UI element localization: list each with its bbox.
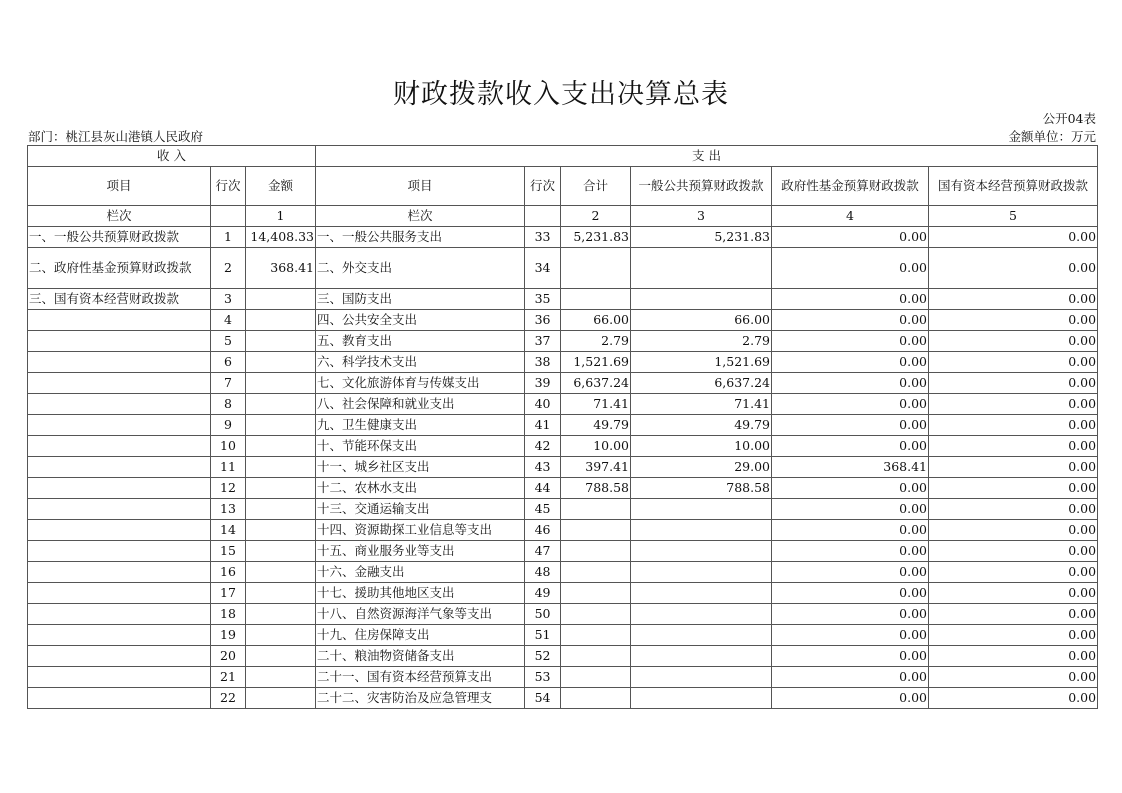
general-budget-cell: [631, 646, 772, 667]
general-budget-cell: [631, 625, 772, 646]
general-budget-cell: [631, 667, 772, 688]
income-row-no-cell: 22: [211, 688, 246, 709]
col-header-total: 合计: [561, 167, 631, 206]
expense-row-no-cell: 38: [525, 352, 561, 373]
lanci-empty: [211, 206, 246, 227]
expense-row-no-cell: 54: [525, 688, 561, 709]
expense-item-cell: 十、节能环保支出: [316, 436, 525, 457]
lanci-gov-fund: 4: [772, 206, 929, 227]
gov-fund-cell: 0.00: [772, 604, 929, 625]
state-capital-cell: 0.00: [929, 667, 1098, 688]
lanci-amount: 1: [246, 206, 316, 227]
state-capital-cell: 0.00: [929, 331, 1098, 352]
expense-item-cell: 十一、城乡社区支出: [316, 457, 525, 478]
income-amount-cell: [246, 415, 316, 436]
state-capital-cell: 0.00: [929, 394, 1098, 415]
state-capital-cell: 0.00: [929, 499, 1098, 520]
gov-fund-cell: 0.00: [772, 541, 929, 562]
expense-row-no-cell: 42: [525, 436, 561, 457]
lanci-general: 3: [631, 206, 772, 227]
gov-fund-cell: 368.41: [772, 457, 929, 478]
state-capital-cell: 0.00: [929, 562, 1098, 583]
total-cell: [561, 625, 631, 646]
col-header-income-amount: 金额: [246, 167, 316, 206]
general-budget-cell: 66.00: [631, 310, 772, 331]
total-cell: 1,521.69: [561, 352, 631, 373]
table-row: [28, 394, 1098, 415]
income-item-cell: [28, 520, 211, 541]
income-amount-cell: [246, 457, 316, 478]
state-capital-cell: 0.00: [929, 248, 1098, 289]
table-row: [28, 478, 1098, 499]
table-row: [28, 688, 1098, 709]
col-header-income-item: 项目: [28, 167, 211, 206]
income-amount-cell: [246, 373, 316, 394]
form-number: 公开04表: [1042, 111, 1096, 126]
col-header-gov-fund: 政府性基金预算财政拨款: [772, 167, 929, 206]
table-row: [28, 436, 1098, 457]
income-amount-cell: [246, 478, 316, 499]
income-item-cell: [28, 415, 211, 436]
state-capital-cell: 0.00: [929, 373, 1098, 394]
total-cell: [561, 688, 631, 709]
gov-fund-cell: 0.00: [772, 436, 929, 457]
expense-row-no-cell: 51: [525, 625, 561, 646]
expense-item-cell: 八、社会保障和就业支出: [316, 394, 525, 415]
table-row: [28, 415, 1098, 436]
state-capital-cell: 0.00: [929, 352, 1098, 373]
expense-section-header: 支 出: [316, 146, 1098, 167]
department-label: 部门：桃江县灰山港镇人民政府: [28, 129, 204, 144]
expense-row-no-cell: 36: [525, 310, 561, 331]
expense-item-cell: 九、卫生健康支出: [316, 415, 525, 436]
expense-item-cell: 十八、自然资源海洋气象等支出: [316, 604, 525, 625]
income-row-no-cell: 21: [211, 667, 246, 688]
table-row: [28, 457, 1098, 478]
income-item-cell: [28, 625, 211, 646]
state-capital-cell: 0.00: [929, 688, 1098, 709]
amount-unit-label: 金额单位：万元: [1008, 129, 1096, 144]
expense-row-no-cell: 37: [525, 331, 561, 352]
gov-fund-cell: 0.00: [772, 646, 929, 667]
general-budget-cell: [631, 289, 772, 310]
expense-item-cell: 二十二、灾害防治及应急管理支: [316, 688, 525, 709]
lanci-total: 2: [561, 206, 631, 227]
income-row-no-cell: 4: [211, 310, 246, 331]
expense-row-no-cell: 41: [525, 415, 561, 436]
total-cell: 49.79: [561, 415, 631, 436]
general-budget-cell: 6,637.24: [631, 373, 772, 394]
income-item-cell: [28, 583, 211, 604]
income-amount-cell: [246, 310, 316, 331]
general-budget-cell: [631, 562, 772, 583]
gov-fund-cell: 0.00: [772, 688, 929, 709]
income-row-no-cell: 18: [211, 604, 246, 625]
general-budget-cell: [631, 604, 772, 625]
expense-row-no-cell: 49: [525, 583, 561, 604]
income-row-no-cell: 12: [211, 478, 246, 499]
income-row-no-cell: 13: [211, 499, 246, 520]
gov-fund-cell: 0.00: [772, 415, 929, 436]
expense-row-no-cell: 47: [525, 541, 561, 562]
table-row: [28, 373, 1098, 394]
income-amount-cell: [246, 436, 316, 457]
general-budget-cell: 5,231.83: [631, 227, 772, 248]
table-row: [28, 604, 1098, 625]
general-budget-cell: 49.79: [631, 415, 772, 436]
total-cell: 5,231.83: [561, 227, 631, 248]
income-item-cell: [28, 688, 211, 709]
col-header-general-budget: 一般公共预算财政拨款: [631, 167, 772, 206]
total-cell: 397.41: [561, 457, 631, 478]
income-item-cell: [28, 394, 211, 415]
income-row-no-cell: 3: [211, 289, 246, 310]
total-cell: 6,637.24: [561, 373, 631, 394]
gov-fund-cell: 0.00: [772, 478, 929, 499]
expense-item-cell: 七、文化旅游体育与传媒支出: [316, 373, 525, 394]
expense-item-cell: 十二、农林水支出: [316, 478, 525, 499]
col-header-state-capital: 国有资本经营预算财政拨款: [929, 167, 1098, 206]
lanci-empty: [525, 206, 561, 227]
income-row-no-cell: 17: [211, 583, 246, 604]
table-row: [28, 499, 1098, 520]
state-capital-cell: 0.00: [929, 289, 1098, 310]
income-amount-cell: [246, 667, 316, 688]
total-cell: [561, 646, 631, 667]
expense-item-cell: 十七、援助其他地区支出: [316, 583, 525, 604]
income-amount-cell: [246, 583, 316, 604]
income-item-cell: [28, 373, 211, 394]
general-budget-cell: [631, 541, 772, 562]
page-title: 财政拨款收入支出决算总表: [393, 79, 729, 110]
state-capital-cell: 0.00: [929, 604, 1098, 625]
income-amount-cell: [246, 499, 316, 520]
income-row-no-cell: 20: [211, 646, 246, 667]
total-cell: [561, 248, 631, 289]
expense-row-no-cell: 40: [525, 394, 561, 415]
gov-fund-cell: 0.00: [772, 310, 929, 331]
total-cell: [561, 541, 631, 562]
income-amount-cell: [246, 625, 316, 646]
expense-item-cell: 二十、粮油物资储备支出: [316, 646, 525, 667]
income-item-cell: 二、政府性基金预算财政拨款: [28, 248, 211, 289]
expense-item-cell: 五、教育支出: [316, 331, 525, 352]
table-row: [28, 248, 1098, 289]
expense-row-no-cell: 50: [525, 604, 561, 625]
total-cell: [561, 604, 631, 625]
gov-fund-cell: 0.00: [772, 394, 929, 415]
income-amount-cell: 368.41: [246, 248, 316, 289]
expense-item-cell: 十四、资源勘探工业信息等支出: [316, 520, 525, 541]
expense-row-no-cell: 52: [525, 646, 561, 667]
income-item-cell: [28, 457, 211, 478]
income-item-cell: [28, 667, 211, 688]
gov-fund-cell: 0.00: [772, 520, 929, 541]
expense-row-no-cell: 33: [525, 227, 561, 248]
expense-item-cell: 二、外交支出: [316, 248, 525, 289]
income-item-cell: [28, 331, 211, 352]
income-row-no-cell: 16: [211, 562, 246, 583]
state-capital-cell: 0.00: [929, 583, 1098, 604]
general-budget-cell: 10.00: [631, 436, 772, 457]
income-amount-cell: [246, 562, 316, 583]
income-row-no-cell: 15: [211, 541, 246, 562]
general-budget-cell: [631, 499, 772, 520]
general-budget-cell: [631, 248, 772, 289]
expense-item-cell: 十三、交通运输支出: [316, 499, 525, 520]
expense-item-cell: 一、一般公共服务支出: [316, 227, 525, 248]
income-row-no-cell: 2: [211, 248, 246, 289]
expense-item-cell: 十六、金融支出: [316, 562, 525, 583]
income-amount-cell: [246, 604, 316, 625]
gov-fund-cell: 0.00: [772, 625, 929, 646]
income-row-no-cell: 7: [211, 373, 246, 394]
total-cell: 10.00: [561, 436, 631, 457]
state-capital-cell: 0.00: [929, 478, 1098, 499]
income-row-no-cell: 6: [211, 352, 246, 373]
total-cell: [561, 520, 631, 541]
expense-row-no-cell: 46: [525, 520, 561, 541]
general-budget-cell: [631, 583, 772, 604]
income-item-cell: 三、国有资本经营财政拨款: [28, 289, 211, 310]
table-row: [28, 520, 1098, 541]
income-item-cell: [28, 499, 211, 520]
income-item-cell: 一、一般公共预算财政拨款: [28, 227, 211, 248]
table-row: [28, 625, 1098, 646]
table-row: [28, 646, 1098, 667]
total-cell: 2.79: [561, 331, 631, 352]
expense-item-cell: 三、国防支出: [316, 289, 525, 310]
total-cell: 66.00: [561, 310, 631, 331]
income-amount-cell: 14,408.33: [246, 227, 316, 248]
total-cell: [561, 583, 631, 604]
state-capital-cell: 0.00: [929, 227, 1098, 248]
total-cell: [561, 289, 631, 310]
income-row-no-cell: 9: [211, 415, 246, 436]
income-amount-cell: [246, 646, 316, 667]
gov-fund-cell: 0.00: [772, 331, 929, 352]
state-capital-cell: 0.00: [929, 415, 1098, 436]
lanci-state-capital: 5: [929, 206, 1098, 227]
table-row: [28, 289, 1098, 310]
income-item-cell: [28, 541, 211, 562]
expense-item-cell: 六、科学技术支出: [316, 352, 525, 373]
income-item-cell: [28, 478, 211, 499]
table-row: [28, 562, 1098, 583]
expense-item-cell: 二十一、国有资本经营预算支出: [316, 667, 525, 688]
general-budget-cell: 2.79: [631, 331, 772, 352]
total-cell: [561, 562, 631, 583]
general-budget-cell: [631, 520, 772, 541]
income-item-cell: [28, 310, 211, 331]
expense-row-no-cell: 35: [525, 289, 561, 310]
gov-fund-cell: 0.00: [772, 289, 929, 310]
general-budget-cell: [631, 688, 772, 709]
gov-fund-cell: 0.00: [772, 227, 929, 248]
gov-fund-cell: 0.00: [772, 352, 929, 373]
income-row-no-cell: 8: [211, 394, 246, 415]
income-item-cell: [28, 436, 211, 457]
table-row: [28, 541, 1098, 562]
state-capital-cell: 0.00: [929, 436, 1098, 457]
expense-item-cell: 四、公共安全支出: [316, 310, 525, 331]
lanci-label-income: 栏次: [28, 206, 211, 227]
income-row-no-cell: 1: [211, 227, 246, 248]
income-item-cell: [28, 352, 211, 373]
total-cell: [561, 499, 631, 520]
income-amount-cell: [246, 394, 316, 415]
gov-fund-cell: 0.00: [772, 562, 929, 583]
col-header-expense-item: 项目: [316, 167, 525, 206]
income-amount-cell: [246, 541, 316, 562]
expense-row-no-cell: 44: [525, 478, 561, 499]
income-item-cell: [28, 646, 211, 667]
income-amount-cell: [246, 331, 316, 352]
state-capital-cell: 0.00: [929, 520, 1098, 541]
income-row-no-cell: 19: [211, 625, 246, 646]
income-amount-cell: [246, 352, 316, 373]
expense-row-no-cell: 34: [525, 248, 561, 289]
income-item-cell: [28, 562, 211, 583]
table-row: [28, 227, 1098, 248]
expense-row-no-cell: 53: [525, 667, 561, 688]
income-amount-cell: [246, 688, 316, 709]
gov-fund-cell: 0.00: [772, 373, 929, 394]
gov-fund-cell: 0.00: [772, 667, 929, 688]
income-item-cell: [28, 604, 211, 625]
income-row-no-cell: 14: [211, 520, 246, 541]
state-capital-cell: 0.00: [929, 310, 1098, 331]
gov-fund-cell: 0.00: [772, 583, 929, 604]
table-row: [28, 583, 1098, 604]
expense-item-cell: 十九、住房保障支出: [316, 625, 525, 646]
general-budget-cell: 29.00: [631, 457, 772, 478]
state-capital-cell: 0.00: [929, 646, 1098, 667]
state-capital-cell: 0.00: [929, 625, 1098, 646]
gov-fund-cell: 0.00: [772, 499, 929, 520]
general-budget-cell: 788.58: [631, 478, 772, 499]
income-amount-cell: [246, 289, 316, 310]
total-cell: 788.58: [561, 478, 631, 499]
table-row: [28, 310, 1098, 331]
expense-row-no-cell: 45: [525, 499, 561, 520]
income-row-no-cell: 5: [211, 331, 246, 352]
state-capital-cell: 0.00: [929, 541, 1098, 562]
appropriation-summary-table: [27, 145, 1098, 709]
expense-row-no-cell: 43: [525, 457, 561, 478]
total-cell: [561, 667, 631, 688]
expense-row-no-cell: 48: [525, 562, 561, 583]
col-header-income-row-no: 行次: [211, 167, 246, 206]
table-row: [28, 352, 1098, 373]
state-capital-cell: 0.00: [929, 457, 1098, 478]
table-row: [28, 331, 1098, 352]
income-section-header: 收 入: [28, 146, 316, 167]
expense-row-no-cell: 39: [525, 373, 561, 394]
general-budget-cell: 1,521.69: [631, 352, 772, 373]
general-budget-cell: 71.41: [631, 394, 772, 415]
total-cell: 71.41: [561, 394, 631, 415]
table-row: [28, 667, 1098, 688]
expense-item-cell: 十五、商业服务业等支出: [316, 541, 525, 562]
lanci-label-expense: 栏次: [316, 206, 525, 227]
col-header-expense-row-no: 行次: [525, 167, 561, 206]
income-amount-cell: [246, 520, 316, 541]
gov-fund-cell: 0.00: [772, 248, 929, 289]
income-row-no-cell: 11: [211, 457, 246, 478]
income-row-no-cell: 10: [211, 436, 246, 457]
